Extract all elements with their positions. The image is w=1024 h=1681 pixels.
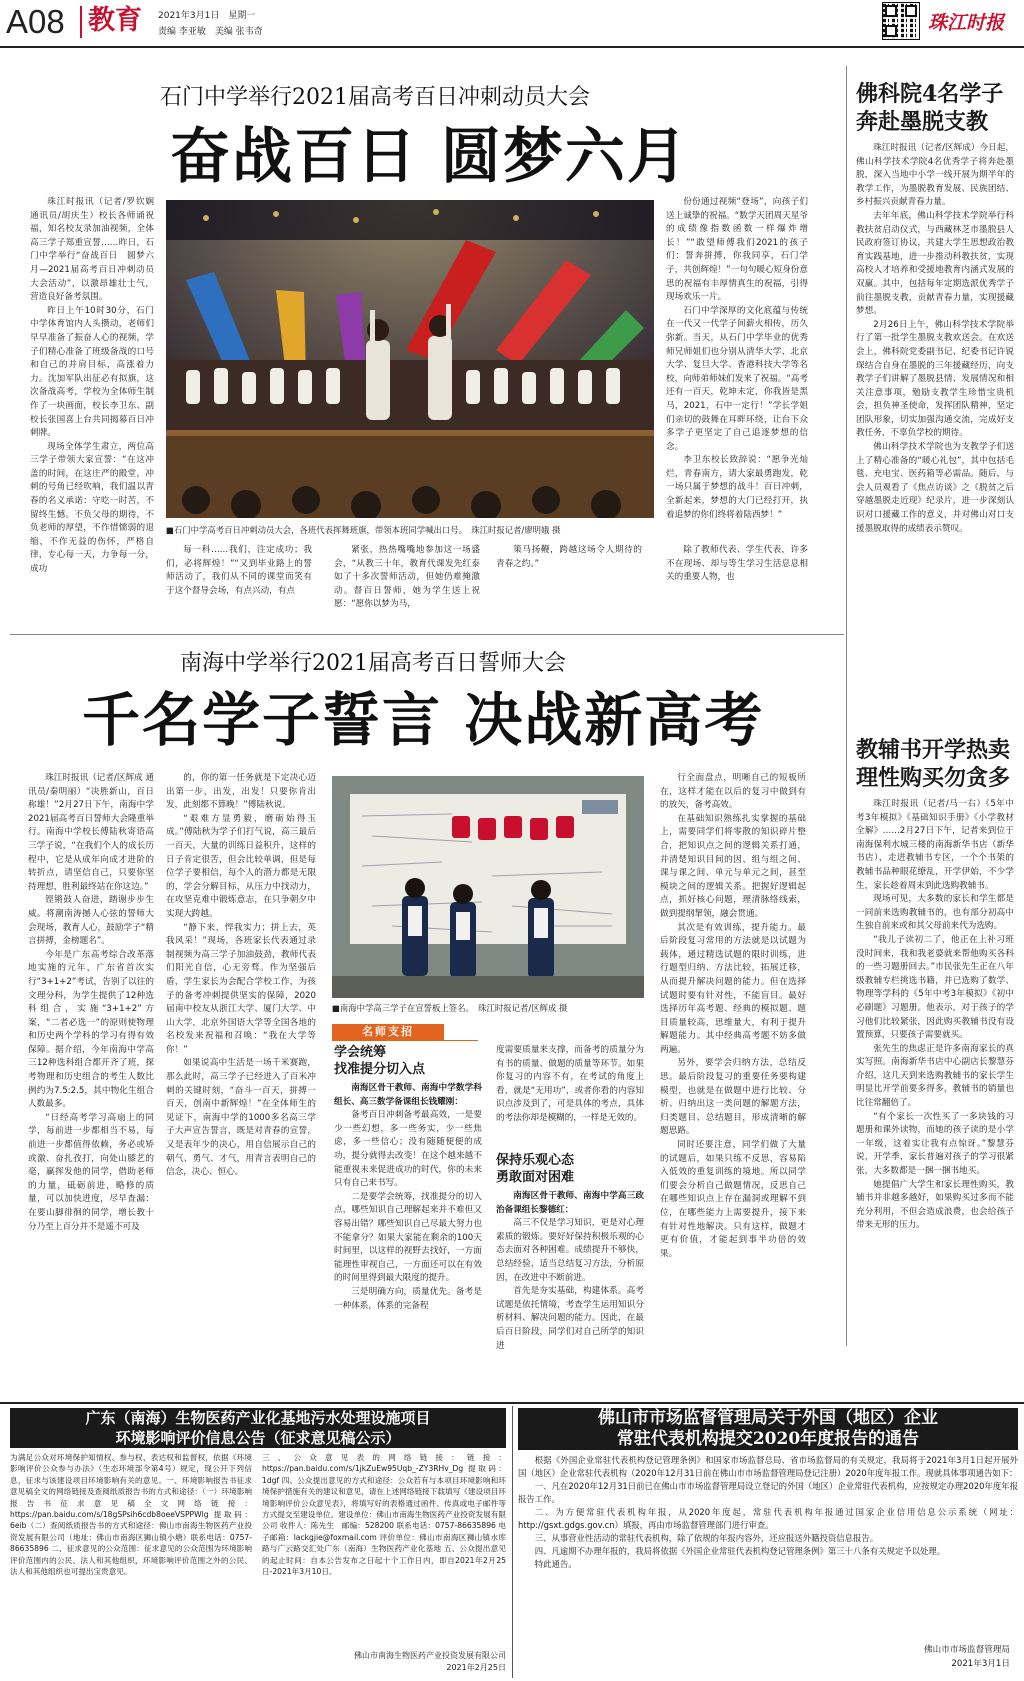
- photo-caption: ■南海中学高三学子在宣誓板上签名。 珠江时报记者/区辉成 摄: [332, 1003, 568, 1013]
- tip-title: 保持乐观心态: [496, 1153, 575, 1168]
- notice-title-bar: 佛山市市场监督管理局关于外国（地区）企业 常驻代表机构提交2020年度报告的通告: [518, 1408, 1018, 1450]
- environmental-notice: [10, 1408, 506, 1676]
- text-column: 珠江时报讯（记者/罗钦娴 通讯员/胡庆生）校长各师诵祝福，知名校友录加油视频，全体高三学子郑重宣誓……昨日，石门中学举行“奋战百日 圆梦六月—2021届高考百日冲刺动员大会活动”，以激昂雄壮士气，营造良好备考氛围。 昨日上午10时30分，石门中学体育馆内人头攒动，老师们早早准备了振奋人心的视频，学子们精心准备了班级备战的口号和自己的并肩目标，高涨着力力。沈加军队出征必有拟旗，这次备战高考，学校为全体师生制作了一块画面，校长李卫东、副校长张国喜上台共同揭幕百日冲刺牌。 现场全体学生肃立，两位高三学子带领大家宣誓：“在这冲盖的时间，在这庄严的殿堂，冲刺的号角已经吹响，我们温以青春的名义承诺：守吃一时苦，不留终生憾。不负父母的期待，不负老师的厚望，不作惜懦弱的退缩，不作无益的伤怀，严格自律，专心每一天，力争每一分，成功: [30, 197, 154, 575]
- tip-title: 学会统筹: [334, 1045, 387, 1060]
- photo-caption: ■石门中学高考百日冲刺动员大会，各班代表挥舞班旗，带领本班同学喊出口号。 珠江时报记者/廖明娥 摄: [166, 525, 561, 535]
- article-nanhai: [0, 640, 850, 1400]
- notice-signature: 佛山市南海生物医药产业投资发展有限公司: [354, 1651, 506, 1660]
- notice-text: 一、凡在2020年12月31日前已在佛山市市场监督管理局设立登记的外国（地区）企业常驻代表机构，应按规定办理2020年度年报报告工作。: [518, 1481, 1018, 1504]
- text-column: 珠江时报讯（记者/马一右）《5年中考3年模拟》《基础知识手册》《小学教材全解》……2月27日下午，记者来到位于南海保利水城三楼的南海新华书店（新华书店），走进教辅书专区，一个个书架的教辅书品种眼花缭乱，开学伊始，不少学生，家长趁着周末到此选购教辅书。 现场可见，大多数的家长和学生都是一同前来选购教辅书的，也有部分初高中生独自前来或和其父母前来代为选购。 “我儿子读初二了，他正在上补习班没时间来，我和我老婆就来帮他购买各科的一些习题册回去。”市民张先生正在八年级教辅专栏挑选书籍，并已选购了数学、物理等学科的《5年中考3年模拟》《初中必刷题》习题册。他表示，对于孩子的学习他们比较紧张，因此购买教辅书没有设置预算，只要孩子需要就买。 张先生的焦虑正是许多南海家长的真实写照。南海新华书店中心副店长黎慧芬介绍，这几天到来选购教辅书的家长学生明显比开学前要多得多，教辅书的销量也比往常翻倍了。 “有个家长一次性买了一多块钱的习题册和课外读物，而她的孩子读的是小学一年级，这着实让我有点惊讶。”黎慧芬说，开学季，家长普遍对孩子的学习很紧张，大多数都是一捆一捆书地买。 她提倡广大学生和家长理性购买，教辅书并非越多越好，如果购买过多而不能充分利用，不但会造成浪费，也会给孩子带来无形的压力。: [856, 799, 1014, 1231]
- notice-text: 四、凡逾期不办理年报的，我局将依据《外国企业常驻代表机构登记管理条例》第三十八条有关规定予以处理。: [534, 1546, 946, 1556]
- tip-byline: 南海区骨干教师、南海中学数学科组长、高三数学备课组长钱耀刚：: [334, 1083, 482, 1107]
- text-column: 份份通过视频“登场”，向孩子们送上诚挚的祝福。“数学天团周天星爷的成绩像指数函数一样爆炸增长！”“敢望师傅我们2021的孩子们：誓奔拼搏，你我同享，石门学子，共创辉煌！”一句句暖心短身份意思的祝福有丰厚情真生的祝福，引得现场欢乐一片。 石门中学深厚的文化底蕴与传统在一代又一代学子间薪火相传，历久弥新。当天，从石门中学毕业的优秀师兄师姐们也分别从清华大学、北京大学、复旦大学、香港科技大学等名校，向师弟师妹们发来了祝福。“高考还有一百天，乾坤未定，你我皆是黑马，2021，石中一定行！”学长学姐们亲切的鼓舞在耳畔环绕，让台下众多学子更坚定了自己追逐梦想的信念。 李卫东校长致辞说：“愿争光灿烂，青春南方，请大家最勇跑发，乾一场只属于梦想的战斗！百日冲刺，全新起来，梦想的大门已经打开，执着追梦的你们终将着陆西梦！”: [666, 197, 808, 520]
- section-title: 教育: [88, 5, 142, 36]
- expert-tip-2: [496, 1044, 644, 1404]
- notice-text: 三、从事营业性活动的常驻代表机构，除了依规的年报内容外，还应报送外籍投资信息报告。: [534, 1533, 879, 1543]
- page-number: A08: [6, 3, 65, 40]
- text-column: 除了教师代表、学生代表，许多不在现场、却与等生学习生活息息相关的重要人物，也: [666, 545, 808, 583]
- qr-code-icon: [883, 3, 919, 39]
- newspaper-logo: 珠江时报: [928, 12, 1005, 34]
- sidebar-headline: 理性购买勿贪多: [856, 765, 1011, 791]
- market-regulation-notice: [518, 1408, 1018, 1676]
- tip-title: 找准提分切入点: [334, 1062, 426, 1077]
- masthead: [0, 0, 1024, 46]
- text-column: 度需要质量来支撑，而备考的质量分为有书的质量、做题的质量等环节。如果你复习的内容不有，在考试的角度上看，就是“无用功”，或者你看的内容知识点涉及到了，可是具体的考点，具体的考法你却是模糊的，一样是无效的。: [496, 1045, 644, 1123]
- notice-date: 2021年2月25日: [446, 1663, 506, 1672]
- pledge-board-photo: [332, 776, 644, 998]
- text-column: 行全面盘点，明晰自己的短板所在，这样才能在以后的复习中做到有的放矢，备考高效。 在基础知识熟练扎实掌握的基础上，需要同学们将零散的知识碎片整合，把知识点之间的逻辑关系打通，并清楚知识目间的因、组与组之间、课与课之间、单元与单元之间，甚至模块之间的逻辑关系。把握好逻辑起点，抓好核心问题，理清脉络线索，做到提纲挈领，融会贯通。 其次是有效训练，提升能力。最后阶段复习常用的方法就是以试题为载体，通过精选试题的限时训练，进行题型归纳、方法比较，拓展迁移，从而提升解决问题的能力。但在选择试题时要有针对性，不能盲目。最好选择历年高考题、经典的模拟题、题目质量较高，思维量大，有利于提升解题能力。其中经典高考题不妨多做两遍。 另外，要学会归纳方法，总结反思。最后阶段复习的重要任务要构建模型，也就是在做题中进行比较、分析、归纳出这一类问题的解题方法，归类题目、总结题目，形成清晰的解题思路。 同时还要注意，同学们做了大量的试题后，如果只练不反思，容易陷入低效的重复训练的境地。所以同学们要会分析自己做题情况，反思自己在哪些知识点上存在漏洞或理解不到位，在哪些能力上需要提升，接下来有针对性地解决。只有这样，做题才更有价值，才能起到事半功倍的效果。: [660, 773, 806, 1259]
- text-column: 的，你的第一任务就是下定决心迈出第一步，出发，出发！只要你肯出发，此刻都不算晚！”傅陆秋说。 “艰难方显勇毅，磨砺始得玉成。”傅陆秋为学子们打气说，高三最后一百天，大量的训练日益积升，这样的日子肯定很苦，但会比较单调，但是每位学子要相信，每个人的潜力都是无限的，学会分解目标，从压力中找动力，在攻坚克难中锻炼意志，在只争朝夕中实现大跨越。 “静下来，悍我实力；拼上去，英我风采！”现场，各班家长代表通过录制视频为高三学子加油鼓劲，教师代表们阳光自信，心无旁骛。作为坚强后盾，学生家长为会配合学校工作，为孩子的备考冲刺提供坚实的保障，2020届南中校友从浙江大学、厦门大学、中山大学，北京外国语大学等全国各地的名校发来祝福和召唤：“我在大学等你！” 如果说高中生活是一场千米赛跑，那么此时，高三学子已经进入了百米冲刺的关键时刻，“奋斗一百天，拼搏一百天，创南中新辉煌！”在全体师生的见证下，南海中学的1000多名高三学子大声宣告誓言，既是对青春的宣誓，又是表年少的决心，用自信展示自己的朝气、勇气、才气，用青言表明自己的信念，决心、恒心。: [166, 773, 316, 1178]
- notice-text: 二、为方便常驻代表机构年报，从2020年度起，常驻代表机构年报通过国家企业信用信息公示系统（网址：http://gsxt.gdgs.gov.cn）填报，再由市场监督管理部门进行审查。: [518, 1507, 1018, 1530]
- sidebar-headline: 教辅书开学热卖: [856, 737, 1011, 763]
- text-column: 紧张，热热嘴嘴地参加这一场盛会，“从教三十年，教育代课发先红泰如了十多次誓师活动，但她仍难掩激动。督百日誓师，她为学生送上祝愿：“愿你以梦为马，: [334, 545, 480, 610]
- notice-text: 三、公众意见表的网络链接：链接：https://pan.baidu.com/s/1jkZuEw95Uqb_-ZY3RHv_Dg 提取码：1dgf 四、公众提出意见的方式和途径：公众若有与本项目环境影响和环境保护措施有关的建议和意见，请在上述网络链接下载填写《建设项目环境影响评价公众意见表》，将填写好的表格通过函件、传真或电子邮件等方式提交至建设单位。建设单位：佛山市南海生物医药产业投资发展有限公司 收件人：陈先生 邮编：528200 联系电话：0757-86635896 电子邮箱：lackgjie@foxmail.com 评价单位：佛山市南海区狮山镇水库路与广云路交汇处广东（南海）生物医药产业化基地 五、公众提出意见的起止时间：自本公告发布之日起十个工作日内，即自2021年2月25日-2021年3月10日。: [262, 1453, 506, 1577]
- sidebar-story-textbooks: [852, 736, 1018, 1401]
- notice-text: 为满足公众对环境保护知情权、参与权、表达权和监督权，依据《环境影响评价公众参与办法》（生态环境部令第4号）规定，现公开下列信息，征求与该建设项目环境影响有关的意见。一、环境影响报告书征求意见稿全文的网络链接及查阅纸质报告书的方式和途径：（一）环境影响报告书征求意见稿全文网络链接：https://pan.baidu.com/s/18gSPsih6cdb8oeeVSPPWlg 提取码：6eib（二）查阅纸质报告书的方式和途径：佛山市南海生物医药产业投资发展有限公司（地址：佛山市南海区狮山镇小塘）联系电话：0757-86635896 二、征求意见的公众范围：征求意见的公众范围为环境影响评价范围内的公民、法人和其他组织，环境影响评价范围之外的公民、法人和其他组织也可提出宝贵意见。: [10, 1453, 252, 1577]
- article-kicker: 石门中学举行2021届高考百日冲刺动员大会: [160, 85, 590, 110]
- notice-text: 根据《外国企业常驻代表机构登记管理条例》和国家市场监督总局、省市场监督局的有关规定，我局将于2021年3月1日起开展外国（地区）企业常驻代表机构（2020年12月31日前在佛山市市场监督管理局登记注册）2020年度年报工作。现就具体事项通告如下：: [518, 1455, 1018, 1478]
- text-column: 每一科……我们，注定成功；我们，必将辉煌！”“又到毕业路上的誓师活动了，我们从不同的课堂而笑有于这个督导会场，有点兴动，有点: [166, 545, 312, 596]
- article-headline: 奋战百日 圆梦六月: [170, 122, 689, 192]
- text-column: 备考百日冲刺备考最高效，一是要少一些幻想，多一些务实，少一些焦虑，多一些信心；没有随随便便的成功，提分就得去改变！在这个越来越不能重视未来促进成功的时代，你的未来只有自己来书写。 二是要学会统筹，找准提分的切入点，哪些知识自己理解起来并不难但又容易出错？哪些知识自己尽最大努力也不能拿分？如果大家能在剩余的100天时间里，以这样的视野去找好，一方面能理性审视自己，一方面还可以在有效的时间里得到最大限度的提升。 三是明确方向，质量优先。备考是一种体系，体系的完备程: [334, 1110, 482, 1311]
- signing-wall-icon: [332, 776, 644, 998]
- sidebar-story-mozhe: [852, 80, 1018, 710]
- sidebar-headline: 奔赴墨脱支教: [856, 109, 989, 135]
- text-column: 策马扬鞭，跨越这场令人期待的青春之约。”: [496, 545, 642, 569]
- expert-tips-tag: 名师支招: [332, 1024, 444, 1040]
- notice-date: 2021年3月1日: [951, 1659, 1010, 1669]
- tip-byline: 南海区骨干教师、南海中学高三政治备课组长黎德红：: [496, 1191, 644, 1215]
- notice-signature: 佛山市市场监督管理局: [924, 1645, 1010, 1655]
- notice-closing: 特此通告。: [534, 1559, 577, 1569]
- editors-line: 责编 李亚敏 美编 张韦奇: [158, 27, 263, 37]
- text-column: 珠江时报讯（记者/区辉成 通讯员/秦明丽）“决胜新山，百日称雄！”2月27日下午，南海中学2021届高考百日誓师大会隆重举行。南海中学校长傅陆秋寄语高三学子说，“在我们个人的成长历程中，它是从成年向成才进阶的转折点，请坚信自己，只要你坚持理想，胜利最终站在你这边。” 铿锵鼓人奋进，踏谢步步生威。将潮南涛撼人心弦的誓师大会现场，教育人心，鼓励学子“精言拼搏，金榜题名”。 今年是广东高考综合改革落地实施的元年，广东省首次实行“3+1+2”考试，告别了以往的文理分科，为学生提供了12种选科组合，实施“3+1+2”方案，“二者必选一”的原则使物理和历史两个学科的学习有得有效保障。据介绍，今年南海中学高三12种选科组合都开齐了班，探考物理和历史组合的考生人数比例约为7.5:2.5，其中物化生组合人数最多。 “日经高考学习高扇上的同学，每前进一步都相当不易，每前进一步都值得依赖，务必或矫或激、奋扎孜打，向处山膝艺的毫，赢挥发他的同学，借助老师的力量，砥砺前进，略修的质量，可以加快进度，尽早查漏：在要山脚徘徊的同学，增长教十分乃至上百分并不是遥不可及: [28, 773, 154, 1232]
- assembly-stage-photo: [166, 200, 654, 518]
- article-headline: 千名学子誓言 决战新高考: [82, 686, 765, 754]
- text-column: 高三不仅是学习知识，更是对心理素质的锻炼。要好好保持积极乐观的心态去面对各种困难。成绩提升不够快，总结经验，适当总结复习方法，分析原因，在改进中不断前进。 首先是夯实基础，构建体系。高考试题是依托情境，考查学生运用知识分析材料、解决问题的能力。因此，在最后百日阶段，同学们对自己所学的知识进: [496, 1218, 644, 1351]
- tip-title: 勇敢面对困难: [496, 1170, 575, 1185]
- text-column: 珠江时报讯（记者/区辉成）今日起，佛山科学技术学院4名优秀学子将奔赴墨脱，深入当地中小学一线开展为期半年的教学工作，为墨脱教育发展、民族团结、乡村振兴贡献青春力量。 去年年底，佛山科学技术学院举行科教扶贫启动仪式，与西藏林芝市墨脱县人民政府签订协议，共建大学生思想政治教育实践基地，进一步推动科教扶贫，实现高校人才培养和受援地教育内涵式发展的双赢。其中，包括每年定期选派优秀学子前往墨脱支教，贡献青春力量，实现援藏梦想。 2月26日上午，佛山科学技术学院举行了第一批学生墨脱支教欢送会。在欢送会上，佛科院党委副书记、纪委书记许锐琛结合自身在墨脱的三年援藏经历，向支教学子们讲解了墨脱县情、发展情况和相关注意事项，勉励支教学生珍惜宝贵机会，担负神圣使命，发挥团队精神，坚定团队形象，切实加强沟通交流，完成好支教任务，不辜负学校的期待。 佛山科学技术学院也为支教学子们送上了精心准备的“暖心礼包”，其中包括毛毯、充电宝、医药箱等必需品。随后，与会人员观看了《焦点访谈》之《脱贫之后 穿越墨脱走近现》纪录片，进一步深刻认识对口援藏工作的意义，并对佛山对口支援墨脱取得的成绩表示赞叹。: [856, 143, 1014, 534]
- notice-title-bar: 广东（南海）生物医药产业化基地污水处理设施项目 环境影响评价信息公告（征求意见稿公示）: [10, 1408, 506, 1448]
- article-kicker: 南海中学举行2021届高考百日誓师大会: [180, 651, 566, 676]
- article-shimen: [0, 52, 850, 632]
- issue-date: 2021年3月1日 星期一: [158, 11, 256, 21]
- expert-tip-1: [334, 1044, 482, 1404]
- sidebar-headline: 佛科院4名学子: [856, 81, 1004, 107]
- stage-scene-icon: [166, 200, 654, 518]
